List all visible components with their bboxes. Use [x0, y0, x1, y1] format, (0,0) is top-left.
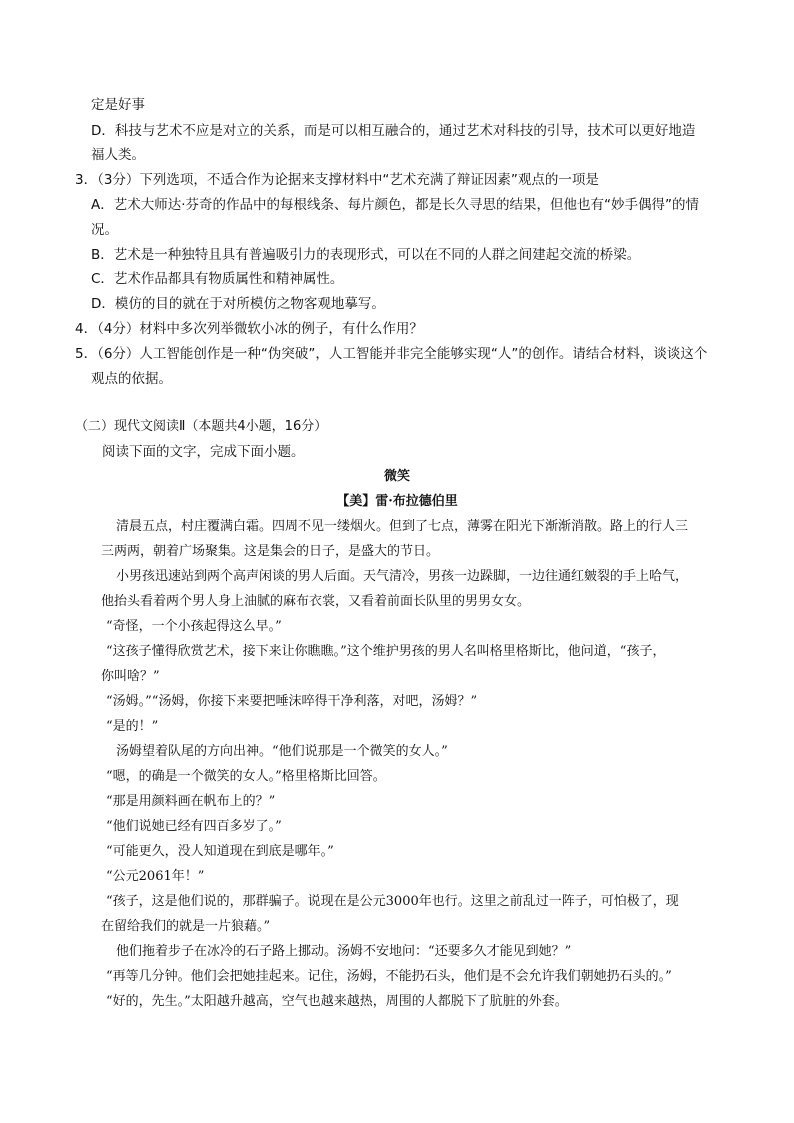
story-line: “这孩子懂得欣赏艺术，接下来让你瞧瞧。”这个维护男孩的男人名叫格里格斯比，他问道，“孩子，	[106, 644, 666, 659]
story-line: “公元2061年！”	[106, 869, 205, 884]
q5-line1: 5．（6分）人工智能创作是一种“伪突破”，人工智能并非完全能够实现“人”的创作。请结合材料，谈谈这个	[75, 346, 708, 362]
story-line: 小男孩迅速站到两个高声闲谈的男人后面。天气清冷，男孩一边跺脚，一边往通红皴裂的手上哈气，	[116, 569, 689, 584]
q2-option-d-line1: D．科技与艺术不应是对立的关系，而是可以相互融合的，通过艺术对科技的引导，技术可以更好地造	[91, 123, 696, 139]
q3-stem: 3．（3分）下列选项，不适合作为论据来支撑材料中“艺术充满了辩证因素”观点的一项是	[75, 172, 599, 188]
q4-stem: 4．（4分）材料中多次列举微软小冰的例子，有什么作用？	[75, 321, 423, 337]
section-instruction: 阅读下面的文字，完成下面小题。	[102, 444, 305, 460]
section-heading: （二）现代文阅读Ⅱ（本题共4小题，16分）	[75, 419, 328, 434]
story-line: “可能更久，没人知道现在到底是哪年。”	[106, 844, 334, 859]
story-line: 在留给我们的就是一片狼藉。”	[101, 919, 271, 934]
q3-option-b: B．艺术是一种独特且具有普遍吸引力的表现形式，可以在不同的人群之间建起交流的桥梁。	[91, 247, 641, 263]
story-line: 他们拖着步子在冰冷的石子路上挪动。汤姆不安地问：“还要多久才能见到她？”	[116, 944, 572, 959]
story-line: “再等几分钟。他们会把她挂起来。记住，汤姆，不能扔石头，他们是不会允许我们朝她扔石头的。”	[106, 969, 672, 984]
story-line: 你叫啥？”	[101, 669, 160, 684]
story-line: “孩子，这是他们说的，那群骗子。说现在是公元3000年也行。这里之前乱过一阵子，可怕极了，现	[106, 894, 679, 909]
story-line: “奇怪，一个小孩起得这么早。”	[106, 619, 282, 634]
story-line: “那是用颜料画在帆布上的？”	[106, 794, 276, 809]
q2-cont-line: 定是好事	[91, 97, 145, 113]
story-line: “好的，先生。”太阳越升越高，空气也越来越热，周围的人都脱下了肮脏的外套。	[106, 994, 568, 1009]
story-line: “他们说她已经有四百多岁了。”	[106, 819, 282, 834]
q3-option-a-line1: A．艺术大师达·芬奇的作品中的每根线条、每片颜色，都是长久寻思的结果，但他也有“妙手偶得”的情	[91, 197, 700, 213]
q3-option-c: C．艺术作品都具有物质属性和精神属性。	[91, 271, 344, 287]
story-line: “嗯，的确是一个微笑的女人。”格里格斯比回答。	[106, 769, 386, 784]
story-author: 【美】雷·布拉德伯里	[336, 494, 458, 509]
q2-option-d-line2: 福人类。	[91, 147, 145, 163]
q3-option-d: D．模仿的目的就在于对所模仿之物客观地摹写。	[91, 296, 385, 312]
story-line: “是的！”	[106, 719, 159, 734]
story-line: “汤姆。”“汤姆，你接下来要把唾沫啐得干净利落，对吧，汤姆？”	[106, 694, 478, 709]
q5-line2: 观点的依据。	[91, 371, 172, 387]
story-line: 他抬头看着两个男人身上油腻的麻布衣裳，又看着前面长队里的男男女女。	[101, 594, 531, 609]
story-line: 三两两，朝着广场聚集。这是集会的日子，是盛大的节日。	[101, 544, 440, 559]
story-title: 微笑	[383, 469, 410, 484]
story-line: 清晨五点，村庄覆满白霜。四周不见一缕烟火。但到了七点，薄雾在阳光下渐渐消散。路上的行人三	[116, 519, 689, 534]
story-line: 汤姆望着队尾的方向出神。“他们说那是一个微笑的女人。”	[116, 744, 448, 759]
q3-option-a-line2: 况。	[91, 222, 118, 238]
